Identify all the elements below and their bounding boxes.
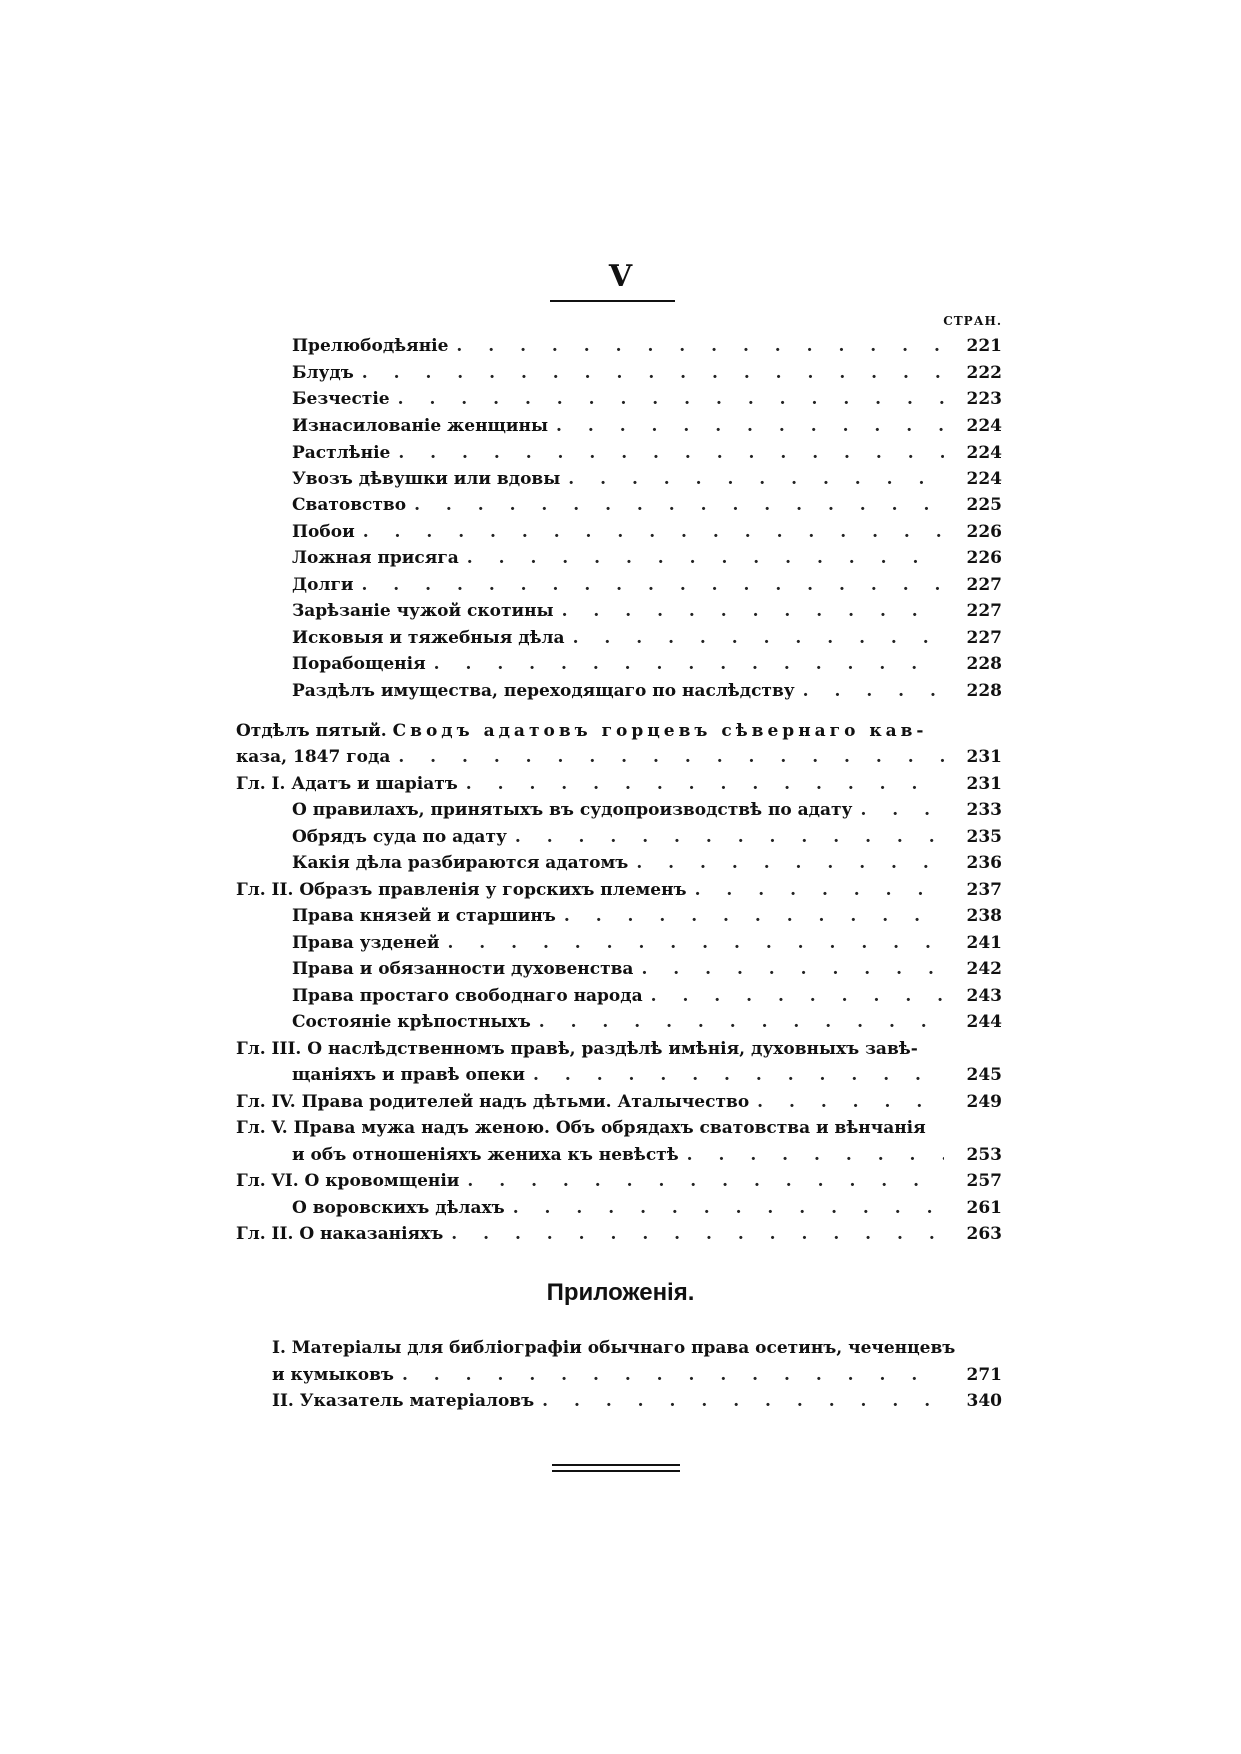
chapter-entry[interactable] xyxy=(236,1036,1002,1062)
chapter-title: О воровскихъ дѣлахъ xyxy=(292,1198,505,1218)
chapter-title: Права князей и старшинъ xyxy=(292,906,556,926)
chapter-title: Права родителей надъ дѣтьми. Аталычество xyxy=(301,1092,750,1112)
dot-leader xyxy=(406,492,944,518)
chapter-label: Гл. IV. xyxy=(236,1092,296,1112)
dot-leader xyxy=(565,625,944,651)
toc-entry-page: 228 xyxy=(966,681,1002,701)
toc-entry-page: 237 xyxy=(966,880,1002,900)
toc-entry-page: 340 xyxy=(966,1391,1002,1411)
toc-entry-page: 227 xyxy=(966,628,1002,648)
toc-entry-title: Блудъ xyxy=(292,363,354,383)
chapter-title: О наказаніяхъ xyxy=(299,1224,444,1244)
toc-entry-page: 227 xyxy=(966,601,1002,621)
chapter-label: Гл. II. xyxy=(236,1224,294,1244)
dot-leader xyxy=(554,598,944,624)
toc-entry-page: 271 xyxy=(966,1365,1002,1385)
appendix-label: II. xyxy=(272,1391,294,1411)
dot-leader xyxy=(459,1168,944,1194)
toc-entry-page: 224 xyxy=(966,469,1002,489)
appendix-title: Указатель матеріаловъ xyxy=(299,1391,535,1411)
section-label: Отдѣлъ пятый. xyxy=(236,721,387,741)
chapter-entry-cont[interactable] xyxy=(292,1062,1002,1088)
toc-entry-page: 245 xyxy=(966,1065,1002,1085)
chapter-title: щаніяхъ и правѣ опеки xyxy=(292,1065,526,1085)
section-heading-cont[interactable] xyxy=(236,744,1002,770)
toc-entry-page: 243 xyxy=(966,986,1002,1006)
section-title-cont: каза, 1847 года xyxy=(236,747,391,767)
toc-entry-page: 233 xyxy=(966,800,1002,820)
toc-entry-page: 236 xyxy=(966,853,1002,873)
toc-entry-page: 238 xyxy=(966,906,1002,926)
chapter-title: Права и обязанности духовенства xyxy=(292,959,634,979)
dot-leader xyxy=(390,440,944,466)
chapter-title: Состояніе крѣпостныхъ xyxy=(292,1012,531,1032)
toc-entry[interactable] xyxy=(292,651,1002,677)
chapter-entry[interactable] xyxy=(236,771,1002,797)
chapter-subentry[interactable] xyxy=(292,983,1002,1009)
toc-entry-page: 226 xyxy=(966,522,1002,542)
toc-entry-page: 224 xyxy=(966,443,1002,463)
appendix-entry-cont[interactable] xyxy=(272,1362,1002,1388)
chapter-label: Гл. V. xyxy=(236,1118,288,1138)
chapter-title: Права мужа надъ женою. Объ обрядахъ сватовства и вѣнчанія xyxy=(293,1118,926,1138)
chapter-title: Права узденей xyxy=(292,933,440,953)
dot-leader xyxy=(679,1142,944,1168)
section-title: Сводъ адатовъ горцевъ сѣвернаго кав- xyxy=(392,721,928,741)
toc-entry[interactable] xyxy=(292,413,1002,439)
chapter-entry[interactable] xyxy=(236,1089,1002,1115)
chapter-entry[interactable] xyxy=(236,1115,1002,1141)
page-number: V xyxy=(608,259,633,294)
toc-entry-page: 257 xyxy=(966,1171,1002,1191)
toc-entry-page: 242 xyxy=(966,959,1002,979)
toc-entry[interactable] xyxy=(292,625,1002,651)
chapter-subentry[interactable] xyxy=(292,824,1002,850)
dot-leader xyxy=(531,1009,944,1035)
header-rule xyxy=(550,300,675,302)
toc-entry[interactable] xyxy=(292,519,1002,545)
toc-entry-page: 223 xyxy=(966,389,1002,409)
chapter-title: Какія дѣла разбираются адатомъ xyxy=(292,853,629,873)
appendix-heading: Приложенія. xyxy=(546,1279,695,1306)
dot-leader xyxy=(795,678,944,704)
toc-entry-page: 221 xyxy=(966,336,1002,356)
closing-rule xyxy=(552,1464,680,1472)
dot-leader xyxy=(443,1221,944,1247)
toc-entry-title: Прелюбодѣяніе xyxy=(292,336,449,356)
toc-entry[interactable] xyxy=(292,598,1002,624)
chapter-subentry[interactable] xyxy=(292,956,1002,982)
dot-leader xyxy=(628,850,944,876)
dot-leader xyxy=(643,983,944,1009)
dot-leader xyxy=(458,771,944,797)
toc-entry-page: 226 xyxy=(966,548,1002,568)
chapter-title: Образъ правленія у горскихъ племенъ xyxy=(299,880,687,900)
toc-entry-title: Зарѣзаніе чужой скотины xyxy=(292,601,554,621)
chapter-subentry[interactable] xyxy=(292,1009,1002,1035)
toc-entry-page: 228 xyxy=(966,654,1002,674)
chapter-title: и объ отношеніяхъ жениха къ невѣстѣ xyxy=(292,1145,679,1165)
toc-entry-title: Увозъ дѣвушки или вдовы xyxy=(292,469,561,489)
toc-entry[interactable] xyxy=(292,466,1002,492)
toc-entry[interactable] xyxy=(292,440,1002,466)
toc-entry[interactable] xyxy=(292,545,1002,571)
dot-leader xyxy=(448,333,944,359)
toc-entry-title: Растлѣніе xyxy=(292,443,391,463)
dot-leader xyxy=(353,572,944,598)
toc-entry-page: 249 xyxy=(966,1092,1002,1112)
toc-entry-page: 241 xyxy=(966,933,1002,953)
chapter-title: Адатъ и шаріатъ xyxy=(291,774,458,794)
toc-entry-title: Изнасилованіе женщины xyxy=(292,416,549,436)
dot-leader xyxy=(560,466,944,492)
dot-leader xyxy=(852,797,944,823)
chapter-title: Права простаго свободнаго народа xyxy=(292,986,643,1006)
chapter-subentry[interactable] xyxy=(292,930,1002,956)
section-heading[interactable] xyxy=(236,718,1002,744)
dot-leader xyxy=(390,386,944,412)
toc-entry-page: 263 xyxy=(966,1224,1002,1244)
chapter-entry[interactable] xyxy=(236,1221,1002,1247)
chapter-label: Гл. I. xyxy=(236,774,286,794)
toc-entry-page: 224 xyxy=(966,416,1002,436)
dot-leader xyxy=(459,545,944,571)
dot-leader xyxy=(556,903,944,929)
appendix-title: Матеріалы для библіографіи обычнаго права осетинъ, чеченцевъ xyxy=(291,1338,956,1358)
toc-entry-page: 253 xyxy=(966,1145,1002,1165)
dot-leader xyxy=(507,824,944,850)
toc-entry-page: 225 xyxy=(966,495,1002,515)
toc-entry-page: 244 xyxy=(966,1012,1002,1032)
chapter-title: О наслѣдственномъ правѣ, раздѣлѣ имѣнія, духовныхъ завѣ- xyxy=(307,1039,918,1059)
toc-entry-title: Порабощенія xyxy=(292,654,426,674)
dot-leader xyxy=(534,1388,944,1414)
chapter-entry[interactable] xyxy=(236,1168,1002,1194)
dot-leader xyxy=(687,877,944,903)
dot-leader xyxy=(394,1362,944,1388)
toc-entry-title: Ложная присяга xyxy=(292,548,459,568)
chapter-subentry[interactable] xyxy=(292,850,1002,876)
dot-leader xyxy=(633,956,944,982)
chapter-entry-cont[interactable] xyxy=(292,1142,1002,1168)
toc-entry-title: Побои xyxy=(292,522,355,542)
toc-entry[interactable] xyxy=(292,333,1002,359)
toc-entry-page: 235 xyxy=(966,827,1002,847)
appendix-entry[interactable] xyxy=(272,1388,1002,1414)
dot-leader xyxy=(439,930,944,956)
toc-entry[interactable] xyxy=(292,386,1002,412)
chapter-label: Гл. II. xyxy=(236,880,294,900)
dot-leader xyxy=(355,519,944,545)
chapter-subentry[interactable] xyxy=(292,797,1002,823)
chapter-subentry[interactable] xyxy=(292,903,1002,929)
chapter-title: О кровомщеніи xyxy=(304,1171,460,1191)
dot-leader xyxy=(548,413,944,439)
chapter-title: Обрядъ суда по адату xyxy=(292,827,507,847)
toc-entry-title: Долги xyxy=(292,575,354,595)
toc-entry-title: Раздѣлъ имущества, переходящаго по наслѣдству xyxy=(292,681,795,701)
dot-leader xyxy=(354,360,944,386)
appendix-entry[interactable] xyxy=(272,1335,1002,1361)
toc-entry[interactable] xyxy=(292,572,1002,598)
toc-entry-page: 227 xyxy=(966,575,1002,595)
dot-leader xyxy=(525,1062,944,1088)
chapter-title: О правилахъ, принятыхъ въ судопроизводствѣ по адату xyxy=(292,800,853,820)
chapter-label: Гл. III. xyxy=(236,1039,302,1059)
toc-entry-page: 231 xyxy=(966,774,1002,794)
toc-entry-title: Сватовство xyxy=(292,495,407,515)
toc-entry[interactable] xyxy=(292,360,1002,386)
toc-entry-title: Безчестіе xyxy=(292,389,390,409)
toc-entry[interactable] xyxy=(292,492,1002,518)
toc-entry-page: 231 xyxy=(966,747,1002,767)
toc-entry-title: Исковыя и тяжебныя дѣла xyxy=(292,628,565,648)
dot-leader xyxy=(426,651,944,677)
dot-leader xyxy=(505,1195,944,1221)
toc-entry-page: 222 xyxy=(966,363,1002,383)
appendix-label: I. xyxy=(272,1338,286,1358)
toc-entry[interactable] xyxy=(292,678,1002,704)
chapter-entry[interactable] xyxy=(236,877,1002,903)
appendix-title: и кумыковъ xyxy=(272,1365,394,1385)
toc-entry-page: 261 xyxy=(966,1198,1002,1218)
chapter-subentry[interactable] xyxy=(292,1195,1002,1221)
page-column-header: СТРАН. xyxy=(943,314,1002,328)
dot-leader xyxy=(749,1089,944,1115)
dot-leader xyxy=(390,744,944,770)
chapter-label: Гл. VI. xyxy=(236,1171,299,1191)
